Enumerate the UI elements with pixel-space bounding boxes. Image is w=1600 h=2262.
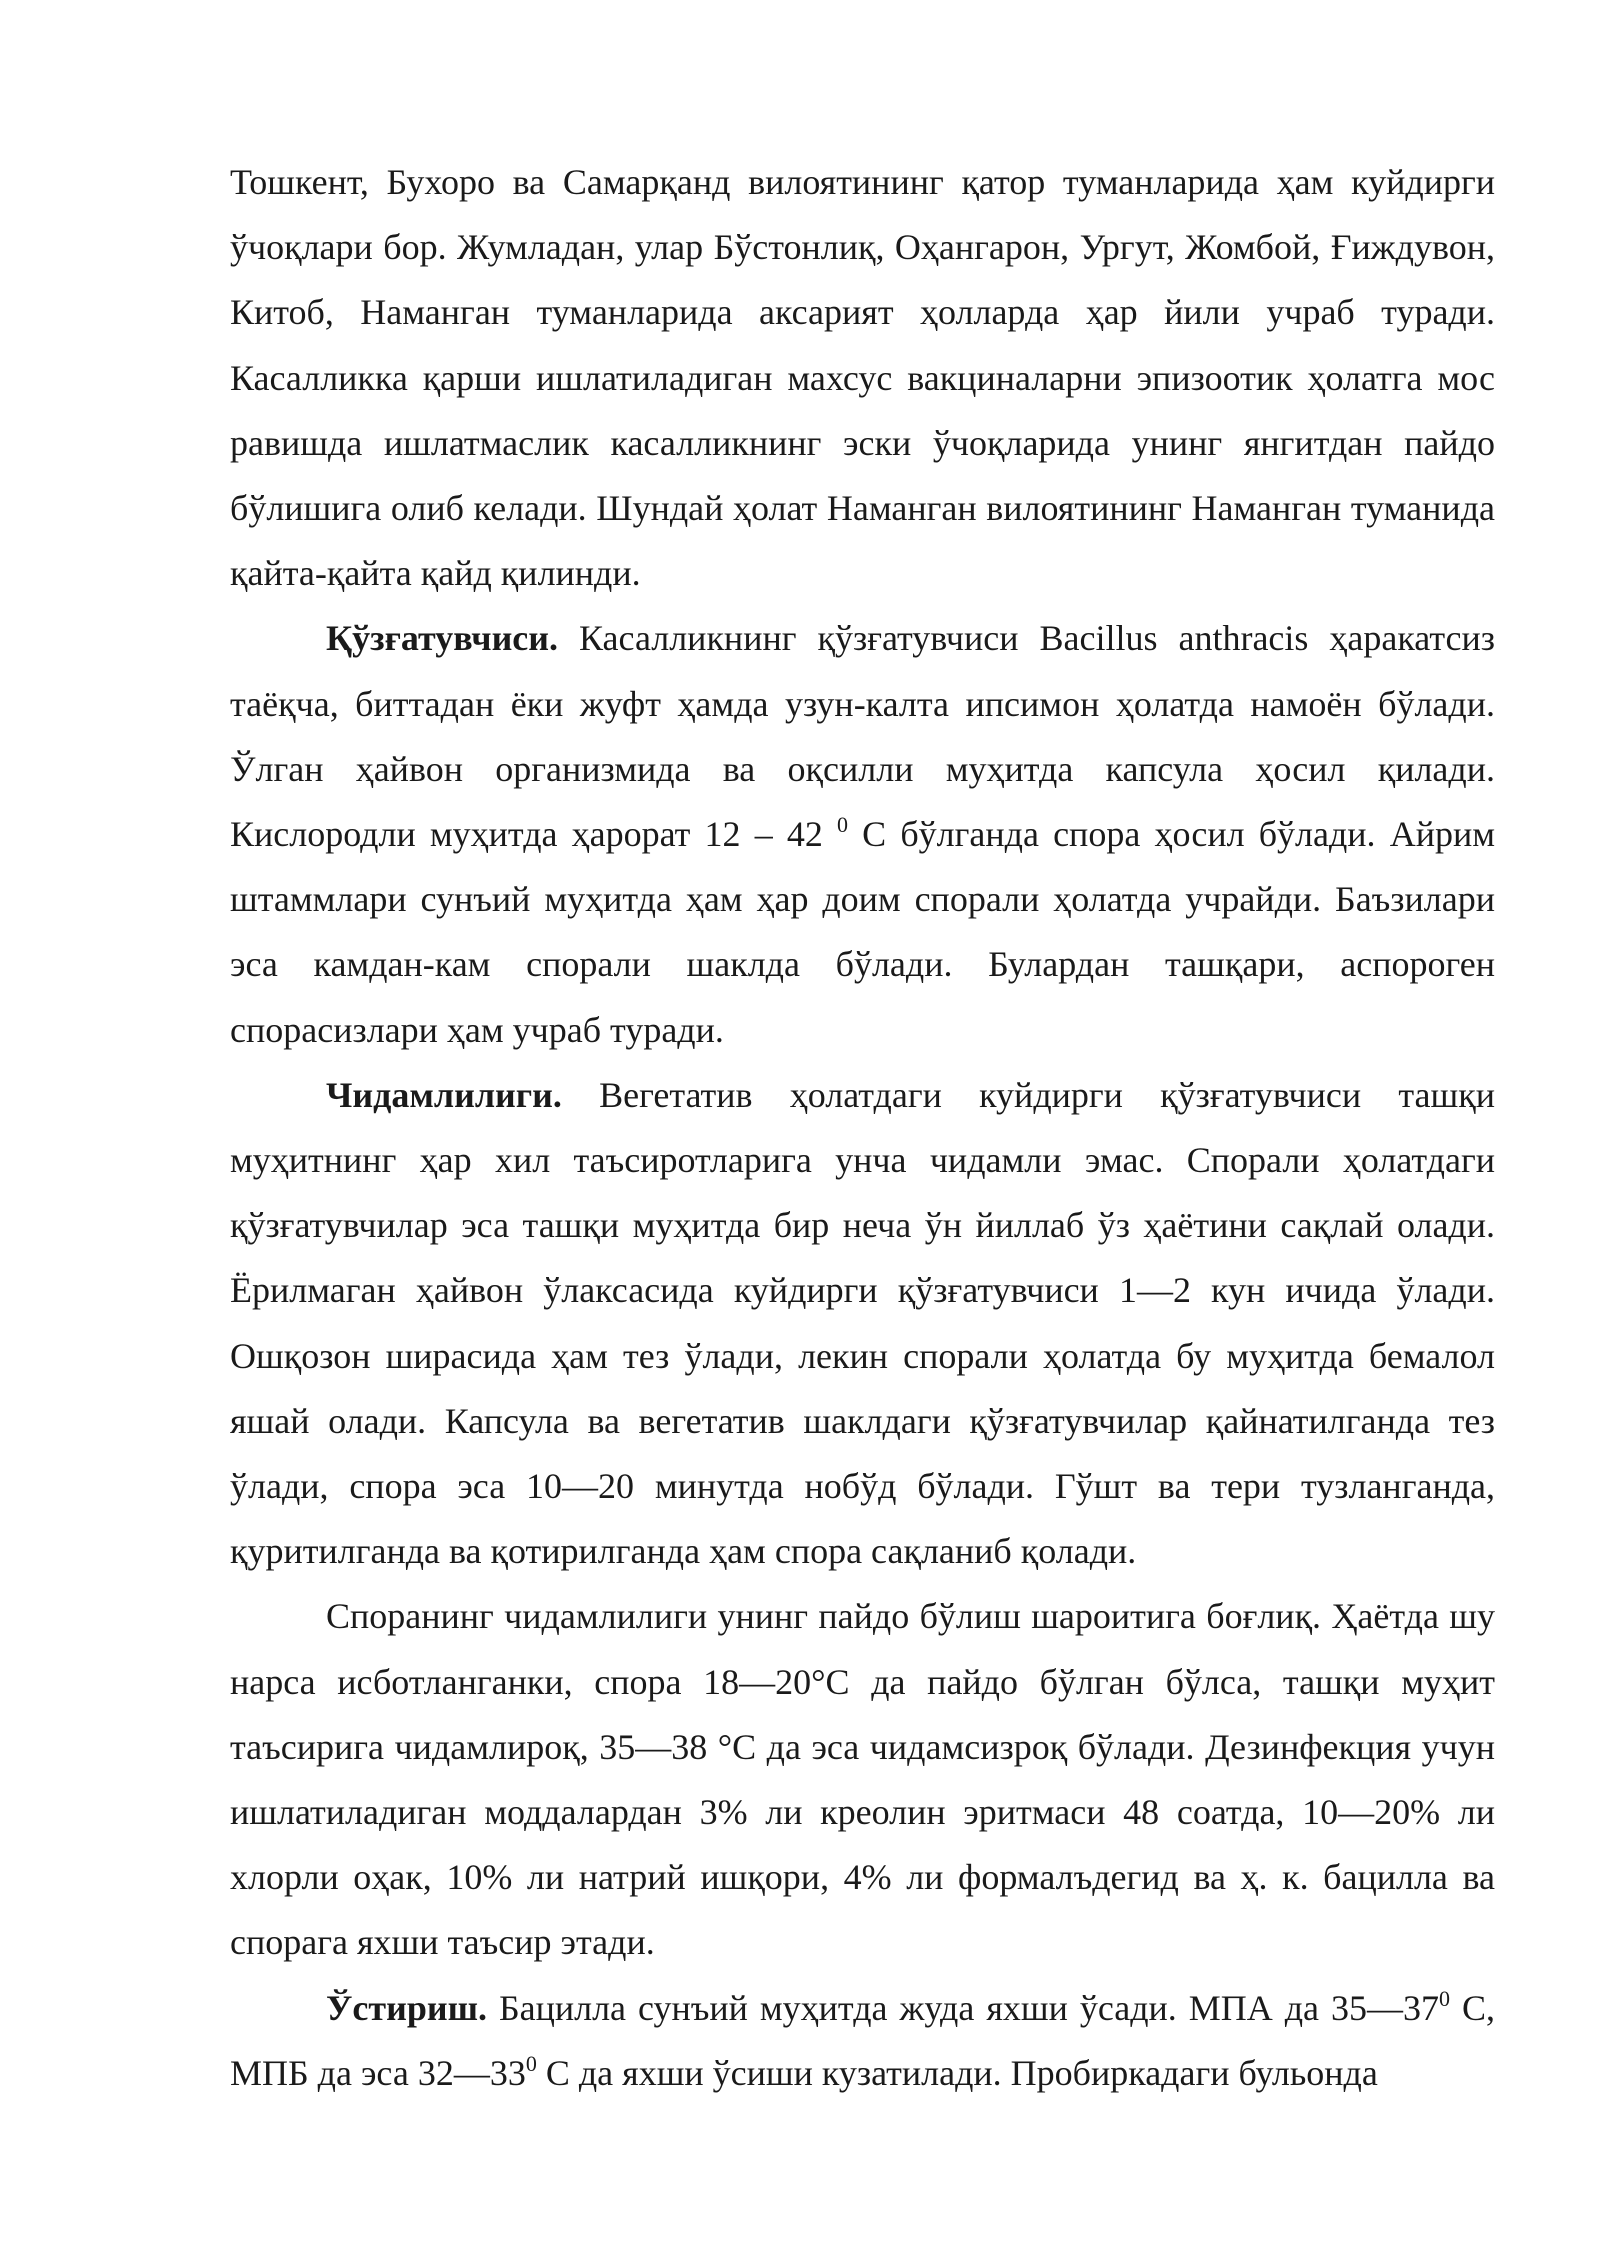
paragraph-intro (230, 150, 1495, 606)
paragraph-cultivation (230, 1976, 1495, 2106)
degree-superscript: 0 (1439, 1985, 1451, 2011)
paragraph-text: Тошкент, Бухоро ва Самарқанд вилоятининг қатор туманларида ҳам куйдирги ўчоқлари бор. Жумладан, улар Бўстонлиқ, Оҳангарон, Ургут, Жомбой, Ғиждувон, Китоб, Наманган туманларида аксарият ҳолларда ҳар йили учраб туради. Касалликка қарши ишлатиладиган махсус вакциналарни эпизоотик ҳолатга мос равишда ишлатмаслик касалликнинг эски ўчоқларида унинг янгитдан пайдо бўлишига олиб келади. Шундай ҳолат Наманган вилоятининг Наманган туманида қайта-қайта қайд қилинди. (230, 162, 1495, 594)
section-heading-pathogen: Қўзғатувчиси. (326, 618, 559, 659)
degree-superscript: 0 (525, 2050, 537, 2076)
paragraph-text: Споранинг чидамлилиги унинг пайдо бўлиш шароитига боғлиқ. Ҳаётда шу нарса исботланганки, спора 18—20°С да пайдо бўлган бўлса, ташқи муҳит таъсирига чидамлироқ, 35—38 °С да эса чидамсизроқ бўлади. Дезинфекция учун ишлатиладиган моддалардан 3% ли креолин эритмаси 48 соатда, 10—20% ли хлорли оҳак, 10% ли натрий ишқори, 4% ли формалъдегид ва ҳ. к. бацилла ва спорага яхши таъсир этади. (230, 1596, 1495, 1963)
paragraph-text: Бацилла сунъий муҳитда жуда яхши ўсади. МПА да 35—37 (486, 1987, 1440, 2028)
document-page (230, 150, 1495, 2106)
paragraph-pathogen (230, 606, 1495, 1062)
paragraph-spore-resistance (230, 1584, 1495, 1975)
paragraph-text: С, МПБ да эса 32—33 (230, 1987, 1495, 2093)
degree-superscript: 0 (837, 812, 849, 838)
paragraph-text: Касалликнинг қўзғатувчиси Bacillus anthracis ҳаракатсиз таёқча, биттадан ёки жуфт ҳамда узун-калта ипсимон ҳолатда намоён бўлади. Ўлган ҳайвон организмида ва оқсилли муҳитда капсула ҳосил қилади. Кислородли муҳитда ҳарорат 12 – 42 (230, 618, 1495, 855)
paragraph-text: С бўлганда спора ҳосил бўлади. Айрим штаммлари сунъий муҳитда ҳам ҳар доим спорали ҳолатда учрайди. Баъзилари эса камдан-кам спорали шаклда бўлади. Булардан ташқари, аспороген спорасизлари ҳам учраб туради. (230, 814, 1496, 1050)
paragraph-text: С да яхши ўсиши кузатилади. Пробиркадаги бульонда (536, 2052, 1378, 2093)
paragraph-text: Вегетатив ҳолатдаги куйдирги қўзғатувчиси ташқи муҳитнинг ҳар хил таъсиротларига унча чидамли эмас. Спорали ҳолатдаги қўзғатувчилар эса ташқи муҳитда бир неча ўн йиллаб ўз ҳаётини сақлай олади. Ёрилмаган ҳайвон ўлаксасида куйдирги қўзғатувчиси 1—2 кун ичида ўлади. Ошқозон ширасида ҳам тез ўлади, лекин спорали ҳолатда бу муҳитда бемалол яшай олади. Капсула ва вегетатив шаклдаги қўзғатувчилар қайнатилганда тез ўлади, спора эса 10—20 минутда нобўд бўлади. Гўшт ва тери тузланганда, қуритилганда ва қотирилганда ҳам спора сақланиб қолади. (230, 1074, 1495, 1572)
section-heading-resistance: Чидамлилиги. (326, 1074, 562, 1115)
section-heading-cultivation: Ўстириш. (326, 1987, 487, 2028)
paragraph-resistance (230, 1063, 1495, 1585)
